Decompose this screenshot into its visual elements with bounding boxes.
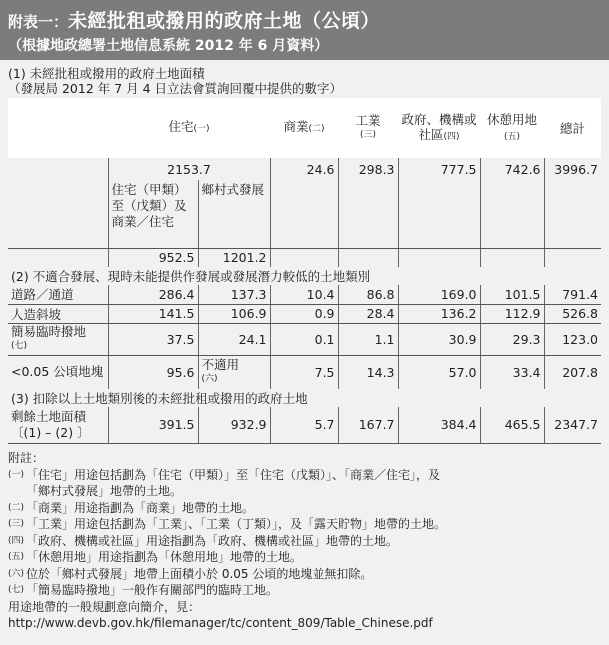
section1-title: (1) 未經批租或撥用的政府土地面積 (8, 66, 205, 81)
note-1-continued: 「鄉村式發展」地帶的土地。 (26, 484, 183, 498)
section2-header-row (8, 267, 601, 285)
table-row: 人造斜坡 141.5 106.9 0.9 28.4 136.2 112.9 526.8 (8, 304, 601, 323)
table-row: <0.05 公頃地塊 95.6 不適用 (六) 7.5 14.3 57.0 33.4 207.8 (8, 355, 601, 389)
note-4: (四) 「政府、機構或社區」用途指劃為「政府、機構或社區」地帶的土地。 (8, 533, 399, 548)
land-table (8, 98, 601, 444)
sub-village-value: 1201.2 (198, 248, 270, 267)
note-5: (五) 「休憩用地」用途指劃為「休憩用地」地帶的土地。 (8, 550, 303, 564)
mark-4: (四) (443, 131, 460, 142)
sub-col-res-comm: 住宅（甲類）至（戊類）及商業／住宅 (108, 180, 198, 248)
note-6: (六) 位於「鄉村式發展」地帶上面積小於 0.05 公頃的地塊並無扣除。 (8, 566, 373, 581)
total-commercial: 24.6 (270, 158, 338, 180)
header-blank (8, 98, 108, 158)
col-open-space: 休憩用地(五) (480, 98, 544, 158)
total-gic: 777.5 (398, 158, 480, 180)
notes-footer: 用途地帶的一般規劃意向簡介，見： (8, 599, 201, 614)
row-label: 簡易臨時撥地 (七) (8, 323, 108, 355)
totals-row (8, 158, 601, 180)
title-line (8, 6, 601, 33)
row-label: 人造斜坡 (8, 304, 108, 323)
row-formula: 〔(1) – (2) 〕 (11, 424, 90, 440)
total-industrial: 298.3 (338, 158, 398, 180)
col-residential: 住宅(一) (108, 98, 270, 158)
col-industrial: 工業 (三) (338, 98, 398, 158)
sub-values-row (8, 248, 601, 267)
mark-7: (七) (11, 341, 28, 351)
column-header-row (8, 98, 601, 158)
mark-5: (五) (504, 131, 521, 142)
sub-header-row (8, 180, 601, 248)
sub-res-comm-value: 952.5 (108, 248, 198, 267)
table-body (0, 60, 609, 645)
note-7: (七) 「簡易臨時撥地」一般作有關部門的臨時工地。 (8, 583, 279, 597)
table-row: 簡易臨時撥地 (七) 37.5 24.1 0.1 1.1 30.9 29.3 123.0 (8, 323, 601, 355)
row-label: 剩餘土地面積 〔(1) – (2) 〕 (8, 407, 108, 443)
note-1: (一) 「住宅」用途包括劃為「住宅（甲類）」至「住宅（戊類）」、「商業／住宅」，及 (8, 467, 441, 482)
table-row: 道路／通道 286.4 137.3 10.4 86.8 169.0 101.5 791.4 (8, 285, 601, 304)
remaining-row: 剩餘土地面積 〔(1) – (2) 〕 391.5 932.9 5.7 167.7 384.4 465.5 2347.7 (8, 407, 601, 443)
section2-title: (2) 不適合發展、現時未能提供作發展或發展潛力較低的土地類別 (11, 269, 371, 284)
col-commercial: 商業(二) (270, 98, 338, 158)
table-subtitle: （根據地政總署土地信息系統 2012 年 6 月資料） (8, 38, 329, 54)
col-gic: 政府、機構或社區(四) (398, 98, 480, 158)
section3-title: (3) 扣除以上土地類別後的未經批租或撥用的政府土地 (11, 391, 308, 406)
total-all: 3996.7 (544, 158, 601, 180)
section1-heading (8, 66, 342, 96)
mark-1: (一) (193, 124, 210, 134)
total-residential: 2153.7 (108, 158, 270, 180)
note-2: (二) 「商業」用途指劃為「商業」地帶的土地。 (8, 500, 255, 515)
mark-3: (三) (360, 130, 377, 140)
row-label: 道路／通道 (8, 285, 108, 304)
row-label: <0.05 公頃地塊 (11, 364, 104, 380)
table-title: 未經批租或撥用的政府土地（公頃） (68, 10, 381, 32)
section3-header-row (8, 389, 601, 407)
col-total: 總計 (544, 98, 601, 158)
not-applicable: 不適用 (六) (198, 355, 270, 389)
mark-6: (六) (201, 374, 218, 385)
total-open-space: 742.6 (480, 158, 544, 180)
section1-source: （發展局 2012 年 7 月 4 日立法會質詢回覆中提供的數字） (8, 81, 343, 96)
title-prefix: 附表一： (8, 13, 69, 31)
reference-link[interactable]: http://www.devb.gov.hk/filemanager/tc/content_809/Table_Chinese.pdf (8, 616, 433, 630)
notes (8, 450, 603, 632)
mark-2: (二) (308, 124, 325, 134)
sub-col-village: 鄉村式發展 (198, 180, 270, 248)
note-3: (三) 「工業」用途包括劃為「工業」、「工業（丁類）」，及「露天貯物」地帶的土地。 (8, 517, 447, 531)
table-header (0, 0, 609, 60)
notes-heading: 附註： (8, 451, 45, 465)
